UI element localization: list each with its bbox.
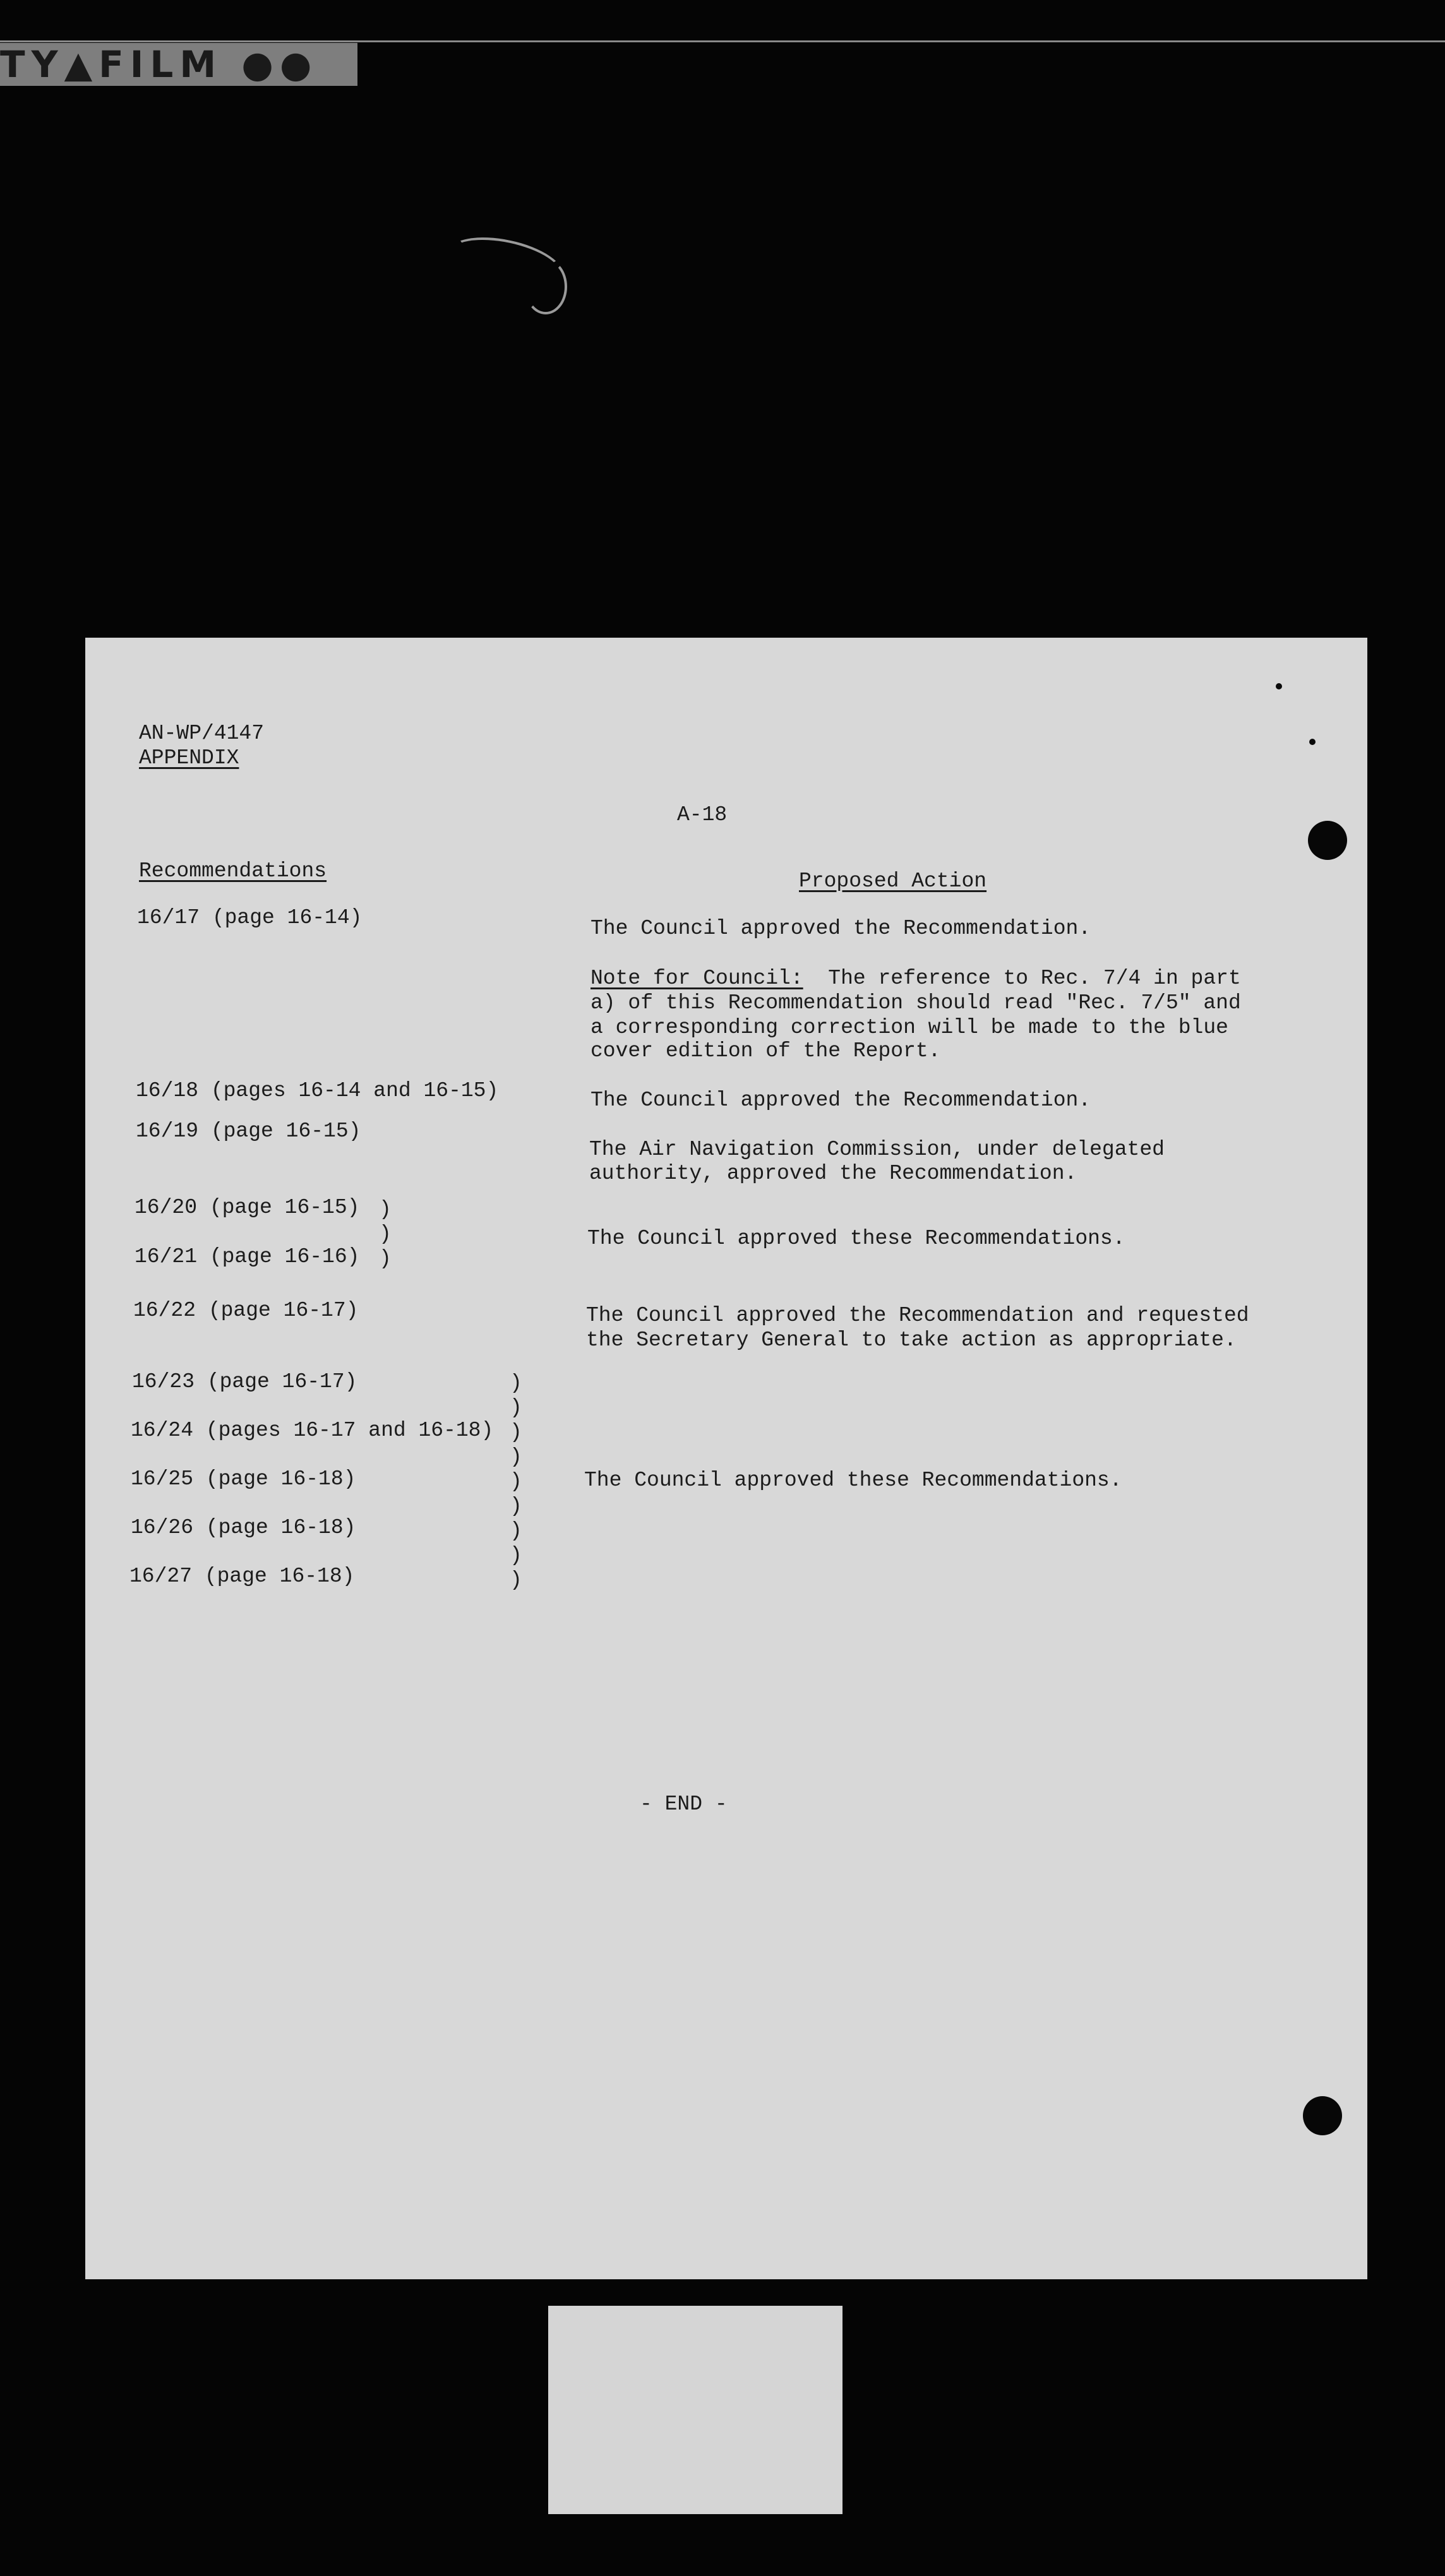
recommendation-16-21: 16/21 (page 16-16) bbox=[135, 1245, 360, 1268]
appendix-label: APPENDIX bbox=[139, 746, 239, 770]
action-16-19-line-1: The Air Navigation Commission, under delegated bbox=[589, 1138, 1165, 1161]
recommendation-16-17: 16/17 (page 16-14) bbox=[137, 906, 363, 929]
end-mark: - END - bbox=[640, 1792, 728, 1816]
bracket: ) bbox=[510, 1470, 522, 1493]
bracket: ) bbox=[379, 1247, 392, 1270]
bracket: ) bbox=[379, 1222, 392, 1246]
action-16-18: The Council approved the Recommendation. bbox=[591, 1088, 1091, 1112]
film-top-rule bbox=[0, 40, 1445, 42]
action-16-19-line-2: authority, approved the Recommendation. bbox=[589, 1162, 1077, 1185]
film-label-strip bbox=[0, 43, 357, 86]
recommendation-16-24: 16/24 (pages 16-17 and 16-18) bbox=[131, 1419, 494, 1442]
recommendation-16-18: 16/18 (pages 16-14 and 16-15) bbox=[136, 1079, 499, 1102]
film-scratch bbox=[524, 259, 567, 314]
bracket: ) bbox=[510, 1421, 522, 1444]
speck bbox=[1309, 739, 1316, 745]
film-label: TY▲FILM ●● bbox=[0, 43, 318, 86]
page-number: A-18 bbox=[677, 803, 728, 826]
column-heading-proposed-action: Proposed Action bbox=[799, 869, 987, 893]
note-label: Note for Council: bbox=[591, 967, 803, 990]
document-page bbox=[85, 638, 1367, 2279]
note-text-1: The reference to Rec. 7/4 in part bbox=[803, 967, 1241, 990]
bracket: ) bbox=[510, 1544, 522, 1567]
bracket: ) bbox=[510, 1568, 522, 1592]
recommendation-16-25: 16/25 (page 16-18) bbox=[131, 1467, 356, 1491]
bracket: ) bbox=[510, 1519, 522, 1542]
speck bbox=[1276, 683, 1282, 689]
doc-reference: AN-WP/4147 bbox=[139, 722, 265, 745]
bracket: ) bbox=[379, 1198, 392, 1221]
recommendation-16-20: 16/20 (page 16-15) bbox=[135, 1196, 360, 1219]
recommendation-16-22: 16/22 (page 16-17) bbox=[133, 1299, 359, 1322]
recommendation-16-23: 16/23 (page 16-17) bbox=[132, 1370, 357, 1393]
action-16-22-line-2: the Secretary General to take action as appropriate. bbox=[586, 1328, 1237, 1352]
note-line-3: a corresponding correction will be made to the blue bbox=[591, 1016, 1228, 1039]
bracket: ) bbox=[510, 1371, 522, 1395]
bracket: ) bbox=[510, 1494, 522, 1518]
punch-hole-bottom bbox=[1303, 2096, 1342, 2135]
recommendation-16-19: 16/19 (page 16-15) bbox=[136, 1119, 361, 1143]
action-16-20-21: The Council approved these Recommendations. bbox=[587, 1227, 1125, 1250]
action-16-17: The Council approved the Recommendation. bbox=[591, 917, 1091, 940]
note-line-1 bbox=[591, 967, 1241, 991]
blank-card bbox=[548, 2306, 842, 2514]
recommendation-16-26: 16/26 (page 16-18) bbox=[131, 1516, 356, 1539]
action-16-23-27: The Council approved these Recommendations. bbox=[584, 1469, 1122, 1492]
column-heading-recommendations: Recommendations bbox=[139, 859, 327, 883]
action-16-22-line-1: The Council approved the Recommendation and requested bbox=[586, 1304, 1249, 1327]
bracket: ) bbox=[510, 1396, 522, 1419]
bracket: ) bbox=[510, 1445, 522, 1469]
recommendation-16-27: 16/27 (page 16-18) bbox=[129, 1565, 355, 1588]
note-line-4: cover edition of the Report. bbox=[591, 1039, 941, 1063]
note-line-2: a) of this Recommendation should read "Rec. 7/5" and bbox=[591, 991, 1241, 1015]
punch-hole-top bbox=[1308, 821, 1347, 860]
